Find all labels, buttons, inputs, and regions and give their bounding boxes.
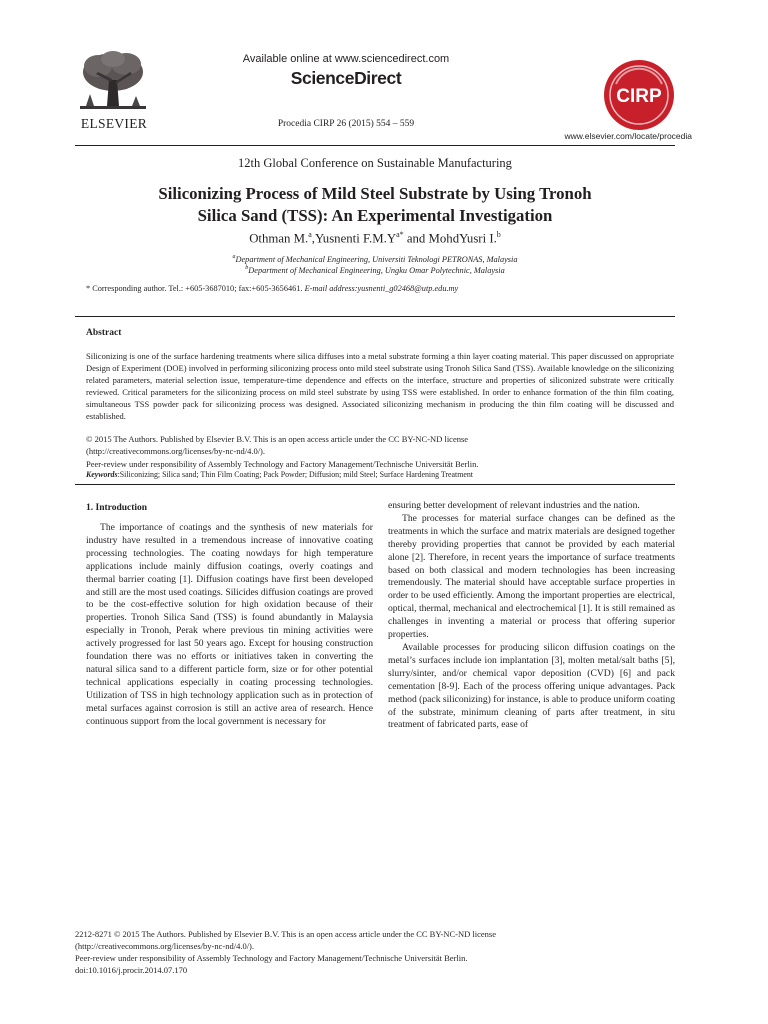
- available-online-text[interactable]: Available online at www.sciencedirect.com: [242, 53, 450, 65]
- paragraph: The processes for material surface changes can be defined as the treatments in which the surface and matrix materials are designed together thereby providing properties that cannot be provided by each material alone [2]. Therefore, in recent years the importance of surface treatments based on both classical and modern technologies has been increasing tremendously. The material should have acceptable surface properties in order to be used efficiently. Among the important properties are electrical, optical, thermal, mechanical and electrochemical [1]. It is still remained as challenges in inventing a material or process that offering superior properties.: [388, 512, 675, 641]
- abstract-license: [86, 434, 674, 457]
- journal-url[interactable]: www.elsevier.com/locate/procedia: [564, 131, 692, 141]
- author-separator-and: and: [403, 231, 429, 246]
- paper-title: [100, 183, 650, 227]
- abstract-top-divider: [75, 316, 675, 317]
- affiliation-b-text: Department of Mechanical Engineering, Ungku Omar Polytechnic, Malaysia: [248, 265, 505, 275]
- author-3: MohdYusri I.: [428, 231, 497, 246]
- abstract-bottom-divider: [75, 484, 675, 485]
- abstract-license-link[interactable]: (http://creativecommons.org/licenses/by-nc-nd/4.0/).: [86, 445, 266, 456]
- conference-name: 12th Global Conference on Sustainable Manufacturing: [238, 156, 512, 170]
- cirp-logo-text: CIRP: [616, 86, 662, 107]
- paragraph: The importance of coatings and the synthesis of new materials for industry have resulted in a tremendous increase of innovative coating processing technologies. The coating nowdays for high temperature applications include mainly diffusion coatings, overly coatings and thermal barrier coating [1]. Diffusion coatings have first been developed and still are the most used coatings. Silicides diffusion coatings are proved to be the cost-effective solution for high oxidation because of their properties. Tronoh Silica Sand (TSS) is found abundantly in Malaysia especially in Tronoh, Perak where previous tin mining activities were actively progressed for last 50 years ago. Except for housing construction foundation there was no efforts or initiatives taken in converting the natural silica sand to a different particle form, size or for other potential technical applications especially in coating processing technologies. Utilization of TSS in high technology application such as in protection of metal surfaces against corrosion is still an active area of research. Hence continuous support from the local government is necessary for: [86, 522, 373, 727]
- author-1: Othman M.: [249, 231, 309, 246]
- paragraph: ensuring better development of relevant industries and the nation.: [388, 500, 640, 511]
- abstract-heading: Abstract: [86, 328, 122, 338]
- affiliation-a-text: Department of Mechanical Engineering, Universiti Teknologi PETRONAS, Malaysia: [235, 254, 518, 264]
- abstract-text: Siliconizing is one of the surface hardening treatments where silica diffuses into a metal substrate forming a thin layer coating material. This paper discussed on appropriate Design of Experiment (DOE) involved in performing siliconizing process onto mild steel substrate using Tronoh Silica Sand (TSS). Available knowledge on the siliconizing related parameters, material selection issue, temperature-time dependence and effects on the interface, structure and properties of siliconized substrate were critically reviewed. Critical parameters for the siliconizing process on mild steel substrate by using TSS were established. In order to enhance formation of the thin film coating, simultaneous TSS powder pack for siliconizing process was designed. Associated siliconizing mechanism in producing the thin film coating will be discussed and established.: [86, 351, 674, 421]
- corresponding-email[interactable]: E-mail address:yusnenti_g02468@utp.edu.my: [304, 284, 459, 293]
- footer-doi[interactable]: doi:10.1016/j.procir.2014.07.170: [75, 965, 188, 975]
- author-list: [75, 230, 675, 246]
- keywords: [86, 470, 686, 479]
- corresponding-author-note: [86, 284, 676, 293]
- corresponding-contact: * Corresponding author. Tel.: +605-3687010; fax:+605-3656461.: [86, 284, 303, 293]
- publisher-name: ELSEVIER: [80, 116, 148, 131]
- paragraph: Available processes for producing silicon diffusion coatings on the metal’s surfaces include ion implantation [3], molten metal/salt baths [5], slurry/sinter, and/or chemical vapor deposition (CVD) [6] and pack cementation [8-9]. Each of the process offering unique advantages. Pack method (pack siliconizing) for instance, is able to produce uniform coating of the substrate, minimum cleaning of parts after treatment, in situ treatment of fabricated parts, ease of: [388, 641, 675, 731]
- title-line-1: Siliconizing Process of Mild Steel Substrate by Using Tronoh: [158, 184, 592, 203]
- keywords-list: :Siliconizing; Silica sand; Thin Film Coating; Pack Powder; Diffusion; mild Steel; Surface Hardening Treatment: [117, 470, 473, 479]
- abstract-peer-review: Peer-review under responsibility of Assembly Technology and Factory Management/Technische Universität Berlin.: [86, 459, 479, 469]
- header-divider: [75, 145, 675, 146]
- footer-license-link[interactable]: (http://creativecommons.org/licenses/by-nc-nd/4.0/).: [75, 941, 255, 951]
- left-column: [86, 522, 373, 729]
- author-2-affil: a: [396, 230, 400, 239]
- author-separator: ,: [311, 231, 315, 246]
- section-heading-introduction: 1. Introduction: [86, 503, 148, 513]
- abstract-license-line: © 2015 The Authors. Published by Elsevier B.V. This is an open access article under the CC BY-NC-ND license: [86, 434, 469, 444]
- cirp-logo: [602, 58, 676, 132]
- affiliation-b-mark: b: [245, 265, 249, 271]
- footer-peer-review: Peer-review under responsibility of Assembly Technology and Factory Management/Technische Universität Berlin.: [75, 953, 468, 963]
- affiliation-b: [75, 265, 675, 275]
- title-line-2: Silica Sand (TSS): An Experimental Investigation: [197, 206, 553, 225]
- affiliation-a-mark: a: [232, 254, 236, 260]
- footer-issn-license: 2212-8271 © 2015 The Authors. Published by Elsevier B.V. This is an open access article under the CC BY-NC-ND license: [75, 929, 497, 939]
- right-column: [388, 500, 675, 732]
- sciencedirect-wordmark: ScienceDirect: [290, 68, 402, 88]
- keywords-label: Keywords: [86, 470, 118, 479]
- affiliation-a: [75, 254, 675, 264]
- author-3-affil: b: [496, 230, 501, 239]
- corresponding-mark: *: [399, 230, 404, 239]
- footer-license-block: [75, 928, 675, 976]
- author-2: Yusnenti F.M.Y: [314, 231, 397, 246]
- journal-reference: Procedia CIRP 26 (2015) 554 – 559: [277, 119, 415, 129]
- author-1-affil: a: [308, 230, 312, 239]
